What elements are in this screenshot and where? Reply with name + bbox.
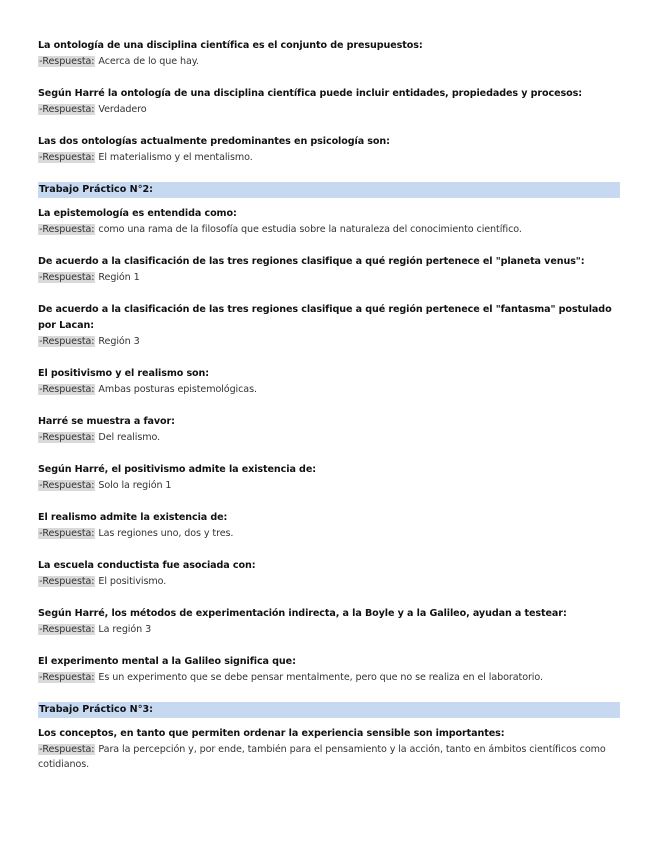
answer-label: -Respuesta:: [39, 744, 95, 755]
answer-line: [38, 670, 620, 685]
question-block: [38, 606, 620, 637]
answer-text: Verdadero: [98, 104, 147, 115]
question-text: De acuerdo a la clasificación de las tres regiones clasifique a qué región pertenece el "planeta venus":: [38, 256, 585, 267]
answer-label: -Respuesta:: [39, 528, 95, 539]
answer-text: Solo la región 1: [98, 480, 172, 491]
answer-line: [38, 222, 620, 237]
answer-text: Región 1: [98, 272, 140, 283]
question-block: [38, 558, 620, 589]
answer-text: Región 3: [98, 336, 140, 347]
answer-line: [38, 526, 620, 541]
answer-label: -Respuesta:: [39, 432, 95, 443]
answer-line: [38, 742, 620, 772]
question-text: Los conceptos, en tanto que permiten ordenar la experiencia sensible son importantes:: [38, 728, 505, 739]
answer-text: El materialismo y el mentalismo.: [98, 152, 253, 163]
question-block: [38, 510, 620, 541]
section-heading: Trabajo Práctico N°2:: [38, 182, 620, 198]
question-text: De acuerdo a la clasificación de las tres regiones clasifique a qué región pertenece el "fantasma" postulado por Lacan:: [38, 304, 612, 331]
answer-text: Para la percepción y, por ende, también para el pensamiento y la acción, tanto en ámbitos científicos como cotidianos.: [38, 744, 606, 770]
question-block: [38, 302, 620, 349]
question-block: [38, 462, 620, 493]
section-heading: Trabajo Práctico N°3:: [38, 702, 620, 718]
answer-text: El positivismo.: [98, 576, 167, 587]
question-block: [38, 414, 620, 445]
answer-text: Las regiones uno, dos y tres.: [98, 528, 234, 539]
answer-line: [38, 54, 620, 69]
question-block: [38, 726, 620, 772]
question-text: El experimento mental a la Galileo significa que:: [38, 656, 296, 667]
answer-line: [38, 382, 620, 397]
question-block: [38, 254, 620, 285]
question-block: [38, 38, 620, 69]
question-text: Harré se muestra a favor:: [38, 416, 175, 427]
answer-line: [38, 478, 620, 493]
question-text: Según Harré la ontología de una disciplina científica puede incluir entidades, propiedades y procesos:: [38, 88, 582, 99]
question-text: La epistemología es entendida como:: [38, 208, 237, 219]
question-text: Según Harré, los métodos de experimentación indirecta, a la Boyle y a la Galileo, ayudan a testear:: [38, 608, 567, 619]
question-block: [38, 206, 620, 237]
answer-line: [38, 430, 620, 445]
answer-text: Ambas posturas epistemológicas.: [98, 384, 257, 395]
answer-line: [38, 622, 620, 637]
answer-label: -Respuesta:: [39, 672, 95, 683]
question-block: [38, 366, 620, 397]
answer-label: -Respuesta:: [39, 272, 95, 283]
answer-label: -Respuesta:: [39, 104, 95, 115]
answer-label: -Respuesta:: [39, 336, 95, 347]
answer-label: -Respuesta:: [39, 224, 95, 235]
answer-text: Del realismo.: [98, 432, 161, 443]
answer-label: -Respuesta:: [39, 624, 95, 635]
answer-text: La región 3: [98, 624, 152, 635]
question-text: La escuela conductista fue asociada con:: [38, 560, 256, 571]
answer-text: Acerca de lo que hay.: [98, 56, 199, 67]
question-block: [38, 134, 620, 165]
question-text: El realismo admite la existencia de:: [38, 512, 228, 523]
question-text: El positivismo y el realismo son:: [38, 368, 210, 379]
answer-label: -Respuesta:: [39, 56, 95, 67]
question-text: Según Harré, el positivismo admite la existencia de:: [38, 464, 316, 475]
answer-line: [38, 574, 620, 589]
answer-text: como una rama de la filosofía que estudia sobre la naturaleza del conocimiento científico.: [98, 224, 522, 235]
question-text: Las dos ontologías actualmente predominantes en psicología son:: [38, 136, 390, 147]
answer-line: [38, 150, 620, 165]
answer-label: -Respuesta:: [39, 384, 95, 395]
answer-line: [38, 270, 620, 285]
question-block: [38, 86, 620, 117]
answer-line: [38, 102, 620, 117]
answer-line: [38, 334, 620, 349]
question-block: [38, 654, 620, 685]
question-text: La ontología de una disciplina científica es el conjunto de presupuestos:: [38, 40, 423, 51]
answer-label: -Respuesta:: [39, 480, 95, 491]
answer-text: Es un experimento que se debe pensar mentalmente, pero que no se realiza en el laboratorio.: [98, 672, 543, 683]
answer-label: -Respuesta:: [39, 576, 95, 587]
document-page: [38, 38, 620, 789]
answer-label: -Respuesta:: [39, 152, 95, 163]
